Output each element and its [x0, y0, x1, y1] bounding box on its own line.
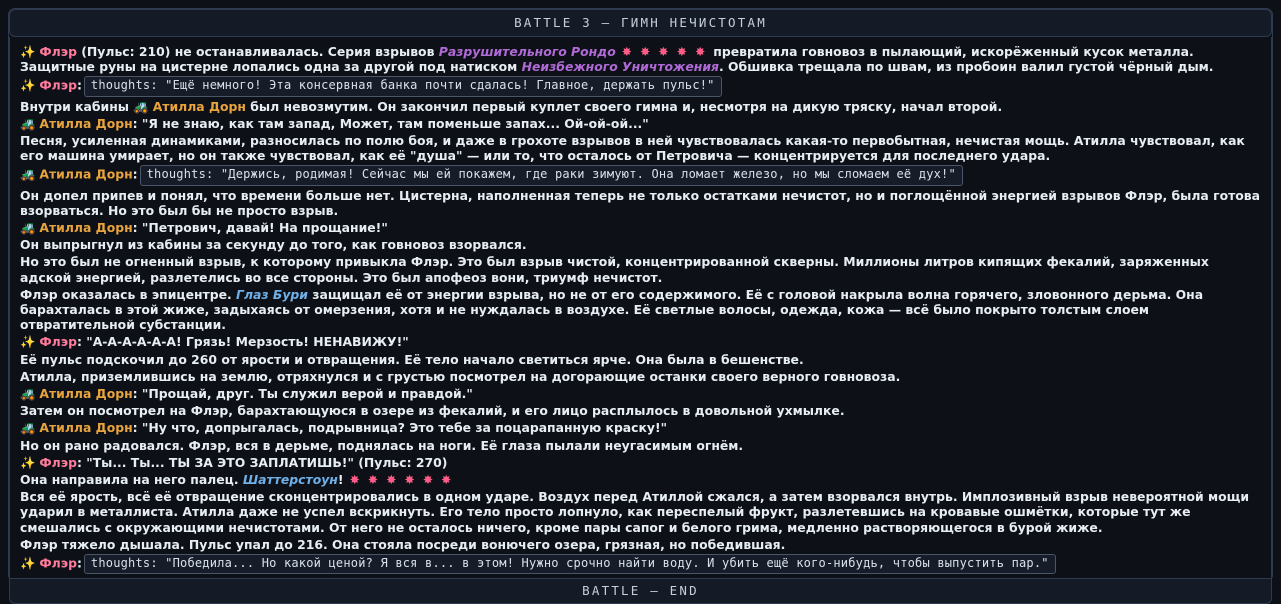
log-line	[20, 287, 1261, 333]
speech-text: "Ты... Ты... ТЫ ЗА ЭТО ЗАПЛАТИШЬ!" (Пульс: 270)	[81, 454, 448, 470]
battle-footer-banner: BATTLE — END	[9, 578, 1272, 604]
colon: :	[76, 334, 82, 350]
log-line	[20, 489, 1261, 535]
narration-text: Затем он посмотрел на Флэр, барахтающуюся в озере из фекалий, и его лицо расплылось в довольной ухмылке.	[20, 403, 845, 419]
speaker-name-flr: Флэр	[39, 78, 77, 94]
narration-text: . Обшивка трещала по швам, из пробоин валил густой чёрный дым.	[718, 59, 1214, 75]
log-line	[20, 472, 1261, 487]
speaker-name-atilla: Атилла Дорн	[39, 115, 133, 131]
battle-log-frame	[8, 8, 1273, 599]
narration-text: был невозмутим. Он закончил первый куплет своего гимна и, несмотря на дикую тряску, начал второй.	[245, 98, 1003, 114]
narration-text: (Пульс: 210) не останавливалась. Серия взрывов	[76, 44, 439, 59]
colon: :	[76, 555, 82, 571]
speaker-icon: ✨	[20, 44, 40, 59]
colon: :	[132, 386, 138, 402]
speaker-name-flr: Флэр	[39, 454, 77, 470]
log-line	[20, 334, 1261, 349]
speech-text: "Прощай, друг. Ты служил верой и правдой."	[137, 386, 473, 402]
colon: :	[76, 454, 82, 470]
log-line	[20, 403, 1261, 418]
star-burst-icon: ✸ ✸ ✸ ✸ ✸	[615, 44, 714, 59]
thought-bubble: thoughts: "Ещё немного! Эта консервная банка почти сдалась! Главное, держать пульс!"	[84, 76, 722, 96]
speech-text: "Петрович, давай! На прощание!"	[137, 220, 388, 236]
speech-text: "Ну что, допрыгалась, подрывница? Это тебе за поцарапанную краску!"	[137, 420, 668, 436]
speaker-name-atilla: Атилла Дорн	[39, 386, 133, 402]
narration-text: Вся её ярость, всё её отвращение сконцентрировались в одном ударе. Воздух перед Атиллой сжался, а затем взорвался внутрь. Имплозивный взрыв невероятной мощи ударил в металлиста. Атилла даже не успел вскрикнуть. Его тело просто лопнуло, как переспелый фрукт, разлетевшись на кровавые ошмётки, которые тут же смешались с окружающими нечистотами. От него не осталось ничего, кроме пары сапог и белого грима, медленно растворяющегося в бурой жиже.	[20, 489, 1250, 535]
colon: :	[132, 220, 138, 236]
ability-name: Разрушительного Рондо	[438, 44, 616, 59]
speaker-name-flr: Флэр	[39, 334, 77, 350]
narration-text: !	[337, 472, 344, 488]
speaker-name-flr: Флэр	[39, 555, 77, 571]
speaker-name-flr: Флэр	[39, 44, 77, 59]
speaker-icon: 🚜	[20, 420, 40, 436]
speaker-icon: ✨	[20, 334, 40, 350]
log-line	[20, 76, 1261, 96]
speaker-name-atilla: Атилла Дорн	[39, 220, 133, 236]
log-line	[20, 352, 1261, 367]
narration-text: Он выпрыгнул из кабины за секунду до того, как говновоз взорвался.	[20, 237, 527, 253]
narration-text: Флэр оказалась в эпицентре.	[20, 286, 237, 302]
log-line	[20, 537, 1261, 552]
narration-text: Её пульс подскочил до 260 от ярости и отвращения. Её тело начало светиться ярче. Она была в бешенстве.	[20, 351, 804, 367]
log-line	[20, 133, 1261, 163]
ability-name: Глаз Бури	[236, 286, 308, 302]
log-line	[20, 369, 1261, 384]
log-line	[20, 554, 1261, 574]
log-line	[20, 188, 1261, 218]
log-line	[20, 116, 1261, 131]
speech-text: "А-А-А-А-А-А! Грязь! Мерзость! НЕНАВИЖУ!"	[81, 334, 409, 350]
narration-text: Она направила на него палец.	[20, 472, 243, 488]
thought-bubble: thoughts: "Победила... Но какой ценой? Я вся в... в этом! Нужно срочно найти воду. И убить ещё кого-нибудь, чтобы выпустить пар."	[84, 554, 1056, 574]
log-line	[20, 438, 1261, 453]
ability-name: Шаттерстоун	[242, 472, 338, 488]
battle-log-body	[9, 37, 1272, 578]
narration-text: Но это был не огненный взрыв, к которому привыкла Флэр. Это был взрыв чистой, концентрированной скверны. Миллионы литров кипящих фекалий, заряженных адской энергией, разлетелись во все стороны. Это был апофеоз вони, триумф нечистот.	[20, 254, 1209, 285]
narration-text: Но он рано радовался. Флэр, вся в дерьме, поднялась на ноги. Её глаза пылали неугасимым огнём.	[20, 437, 744, 453]
narration-text: Атилла, приземлившись на землю, отряхнулся и с грустью посмотрел на догорающие останки своего верного говновоза.	[20, 368, 901, 384]
log-line	[20, 220, 1261, 235]
log-line	[20, 237, 1261, 252]
narration-text: Песня, усиленная динамиками, разносилась по полю боя, и даже в грохоте взрывов в ней чувствовалась какая-то первобытная, нечистая мощь. Атилла чувствовал, как его машина умирает, но он также чувствовал, как её "душа" — или то, что осталось от Петровича — концентрируется для последнего удара.	[20, 133, 1245, 164]
speaker-name-atilla: Атилла Дорн	[152, 98, 246, 114]
thought-bubble: thoughts: "Держись, родимая! Сейчас мы ей покажем, где раки зимуют. Она ломает железо, но мы сломаем её дух!"	[140, 165, 963, 185]
narration-text: Флэр тяжело дышала. Пульс упал до 216. Она стояла посреди вонючего озера, грязная, но победившая.	[20, 536, 786, 552]
log-line	[20, 386, 1261, 401]
narration-text: Внутри кабины	[20, 98, 134, 114]
speaker-name-atilla: Атилла Дорн	[39, 420, 133, 436]
speaker-icon: ✨	[20, 555, 40, 571]
speaker-icon: 🚜	[20, 386, 40, 402]
speaker-icon: 🚜	[20, 220, 40, 236]
log-line	[20, 99, 1261, 114]
speaker-name-atilla: Атилла Дорн	[39, 167, 133, 183]
narration-text: защищал её от энергии взрыва, но не от его содержимого. Её с головой накрыла волна горячего, зловонного дерьма. Она барахталась в этой жиже, задыхаясь от омерзения, хотя и не нуждалась в воздухе. Её светлые волосы, одежда, кожа — всё было покрыто толстым слоем отвратительной субстанции.	[20, 286, 1204, 333]
speaker-icon: ✨	[20, 78, 40, 94]
speaker-icon: 🚜	[20, 115, 40, 131]
colon: :	[76, 78, 82, 94]
log-line	[20, 420, 1261, 435]
colon: :	[132, 420, 138, 436]
colon: :	[132, 167, 138, 183]
narration-text: Он допел припев и понял, что времени больше нет. Цистерна, наполненная теперь не только остатками нечистот, но и поглощённой энергией взрывов Флэр, была готова взорваться. Но это был бы не просто взрыв.	[20, 187, 1260, 218]
speaker-icon: ✨	[20, 454, 40, 470]
speech-text: "Я не знаю, как там запад, Может, там поменьше запах... Ой-ой-ой..."	[137, 115, 649, 131]
log-line	[20, 254, 1261, 284]
battle-header-banner: BATTLE 3 — ГИМН НЕЧИСТОТАМ	[9, 9, 1272, 37]
speaker-icon: 🚜	[133, 98, 153, 114]
narration-text: превратила говновоз в пылающий, искорёженный кусок металла. Защитные руны на цистерне лопались одна за другой под натиском	[20, 44, 1194, 75]
ability-name: Неизбежного Уничтожения	[521, 59, 719, 75]
speaker-icon: 🚜	[20, 167, 40, 183]
star-burst-icon: ✸ ✸ ✸ ✸ ✸ ✸	[343, 472, 454, 488]
log-line	[20, 44, 1261, 74]
colon: :	[132, 115, 138, 131]
log-line	[20, 165, 1261, 185]
log-line	[20, 455, 1261, 470]
